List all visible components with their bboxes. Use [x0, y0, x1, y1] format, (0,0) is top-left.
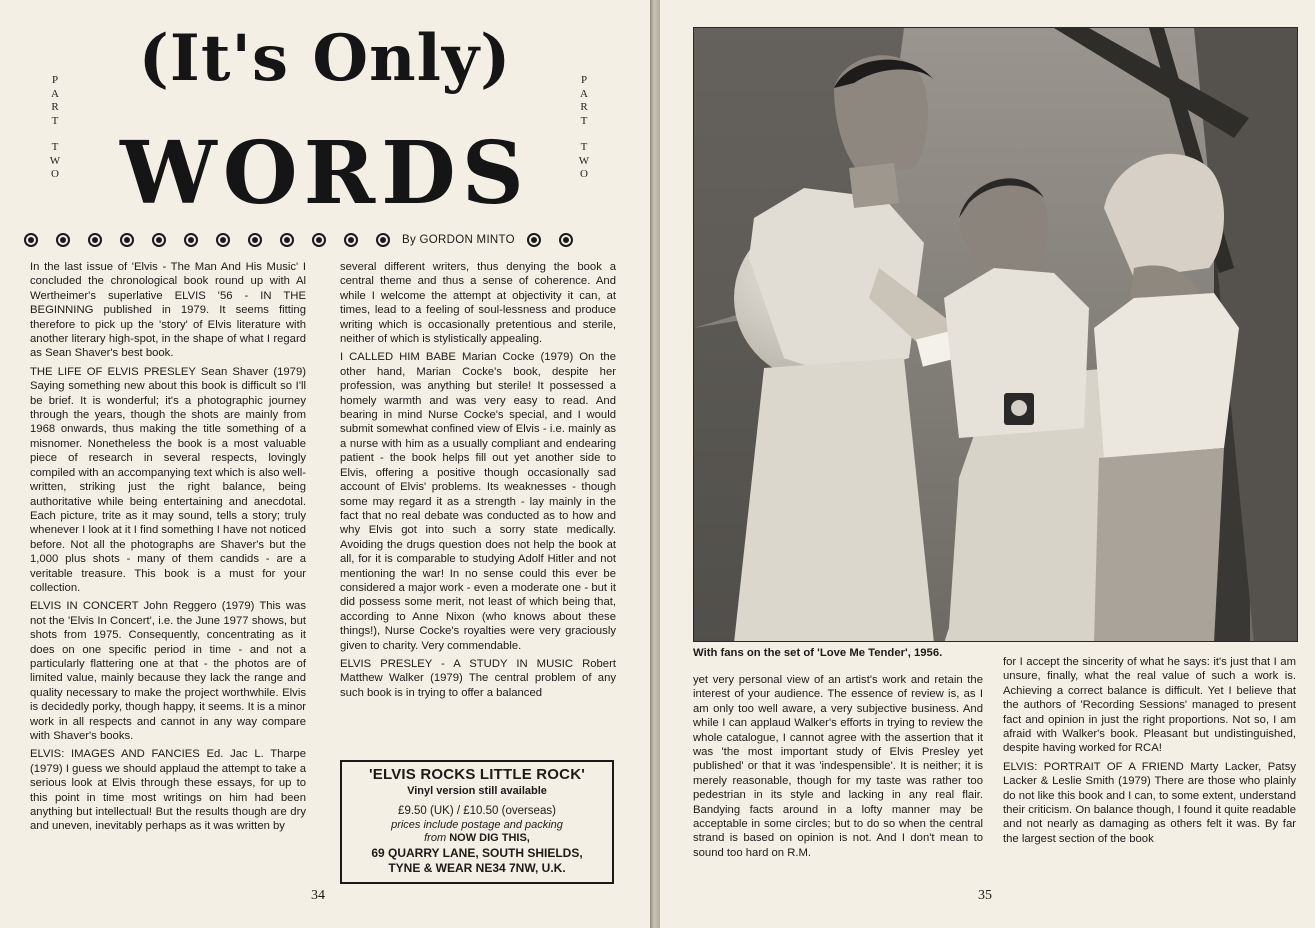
advert-address-2: TYNE & WEAR NE34 7NW, U.K. [388, 861, 566, 875]
paragraph: for I accept the sincerity of what he says: it's just that I am unsure, finally, what the real value of such a work is. Achieving a correct balance is difficult. Yet I believe that the authors of 'Recording Sessions' managed to present fact and opinion in just the right proportions. Not so, I am afraid with Walker's book. Pleasant but undistinguished, despite having worked for RCA! [1003, 656, 1296, 755]
article-column-1 [30, 260, 306, 838]
article-column-2 [340, 260, 616, 704]
byline: By GORDON MINTO [402, 234, 515, 246]
bullet-icon [312, 233, 326, 247]
advert-box [340, 760, 614, 884]
paragraph: ELVIS: PORTRAIT OF A FRIEND Marty Lacker, Patsy Lacker & Leslie Smith (1979) There are those who plainly do not like this book and I can, to some extent, understand their criticism. On balance though, I found it quite readable and not nearly as damaging as others felt it was. By far the largest section of the book [1003, 760, 1296, 845]
bullet-rule [24, 231, 624, 249]
paragraph: ELVIS PRESLEY - A STUDY IN MUSIC Robert Matthew Walker (1979) The central problem of any such book is in trying to offer a balanced [340, 657, 616, 699]
bullet-icon [88, 233, 102, 247]
advert-title: 'ELVIS ROCKS LITTLE ROCK' [368, 766, 586, 783]
advert-subtitle: Vinyl version still available [407, 785, 547, 797]
article-column-4 [1003, 655, 1296, 850]
side-label-right: P A R T T W O [578, 74, 590, 180]
advert-price: £9.50 (UK) / £10.50 (overseas) [398, 805, 556, 817]
photo-elvis-with-fans [693, 27, 1298, 642]
paragraph: I CALLED HIM BABE Marian Cocke (1979) On the other hand, Marian Cocke's book, despite her profession, was anything but sterile! It possessed a homely warmth and was very easy to read. And bearing in mind Nurse Cocke's special, and I would submit somewhat confined view of Elvis - i.e. mainly as a nurse with him as a usually compliant and endearing patient - the book helps fill out yet another side to Elvis, offering a positive though occasionally sad account of Elvis' problems. Its weaknesses - though some may regard it as a strength - lay mainly in the fact that no real debate was conducted as to how and why Elvis got into such a sorry state medically. Avoiding the drugs question does not help the book at all, for it is comparable to studying Adolf Hitler and not mentioning the war! In no sense could this ever be considered a major work - even a moderate one - but it did possess some merit, not least of which being that, according to Anne Nixon (who knows about these things!), Nurse Cocke's royalties were very graciously given to charity. Very commendable. [340, 351, 616, 652]
paragraph: yet very personal view of an artist's work and retain the interest of your audience. The essence of review is, as I am only too well aware, a very subjective business. And while I can applaud Walker's efforts in trying to review the whole catalogue, I cannot agree with the assertion that it was 'the most important study of Elvis Presley yet published' or that it was 'indespensible'. It is neither; it is merely reasonable, though for my taste was rather too pedestrian in its style and lacking in any real flair. Bandying facts around in a lofty manner may be acceptable in some circles; but to do so when the central strand is based on opinion is not. And I don't mean to sound too hard on R.M. [693, 674, 983, 859]
advert-address-1: 69 QUARRY LANE, SOUTH SHIELDS, [371, 846, 583, 860]
bullet-icon [248, 233, 262, 247]
photo-caption: With fans on the set of 'Love Me Tender', 1956. [693, 647, 943, 659]
bullet-icon [527, 233, 541, 247]
bullet-icon [344, 233, 358, 247]
bullet-icon [376, 233, 390, 247]
paragraph: several different writers, thus denying the book a central theme and thus a sense of coherence. And while I welcome the attempt at objectivity it can, at times, lead to a feeling of soul-lessness and produce writing which is occasionally pretentious and sterile, neither of which is stylistically appealing. [340, 261, 616, 346]
advert-note: prices include postage and packing [391, 819, 563, 831]
paragraph: ELVIS IN CONCERT John Reggero (1979) This was not the 'Elvis In Concert', i.e. the June 1977 shows, but shots from 1975. Consequently, concentrating as it does on one specific period in time - and not a particularly flattering one at that - the photos are of limited value, mainly because they lack the range and quality necessary to make the project worthwhile. Elvis is decidedly porky, though happy, it seems. It is a minor work in all respects and cannot in any way compare with Shaver's books. [30, 600, 306, 742]
side-label-left: P A R T T W O [49, 74, 61, 180]
book-gutter [650, 0, 660, 928]
article-column-3 [693, 673, 983, 864]
paragraph: THE LIFE OF ELVIS PRESLEY Sean Shaver (1979) Saying something new about this book is difficult so I'll be brief. It is wonderful; it's a photographic journey through the years, though the shots are mainly from 1968 onwards, thus making the title something of a misnomer. Nonetheless the book is a most valuable piece of research in several respects, lovingly compiled with an accompanying text which is also well-written, striking just the right balance, being authoritative while being entertaining and anecdotal. Each picture, trite as it may sound, tells a story; truly whenever I look at it I find something I have not noticed before. Not all the photographs are Shaver's but the 1,000 plus shots - many of them candids - are a veritable treasure. This book is a must for your collection. [30, 365, 306, 594]
title-line-1: (It's Only) [138, 21, 512, 96]
page-number-left: 34 [311, 888, 325, 903]
paragraph: In the last issue of 'Elvis - The Man And His Music' I concluded the chronological book round up with Al Wertheimer's superlative ELVIS '56 - IN THE BEGINNING published in 1979. It seems fitting therefore to pick up the 'story' of Elvis literature with another literary high-spot, in the shape of what I regard as Sean Shaver's best book. [30, 261, 306, 360]
bullet-icon [152, 233, 166, 247]
bullet-icon [184, 233, 198, 247]
bullet-icon [120, 233, 134, 247]
paragraph: ELVIS: IMAGES AND FANCIES Ed. Jac L. Tharpe (1979) I guess we should applaud the attempt to take a serious look at Elvis through these essays, for up to this point in time most writings on him had been anything but intellectual! But the results though are dry and uneven, inevitably perhaps as it was written by [30, 748, 306, 833]
bullet-icon [280, 233, 294, 247]
page-34 [0, 0, 650, 928]
page-35 [660, 0, 1315, 928]
bullet-icon [24, 233, 38, 247]
title-line-2: WORDS [120, 123, 530, 224]
bullet-icon [216, 233, 230, 247]
bullet-icon [559, 233, 573, 247]
advert-from: from NOW DIG THIS, [424, 832, 530, 844]
photo-illustration [694, 28, 1298, 642]
page-number-right: 35 [978, 888, 992, 903]
bullet-icon [56, 233, 70, 247]
